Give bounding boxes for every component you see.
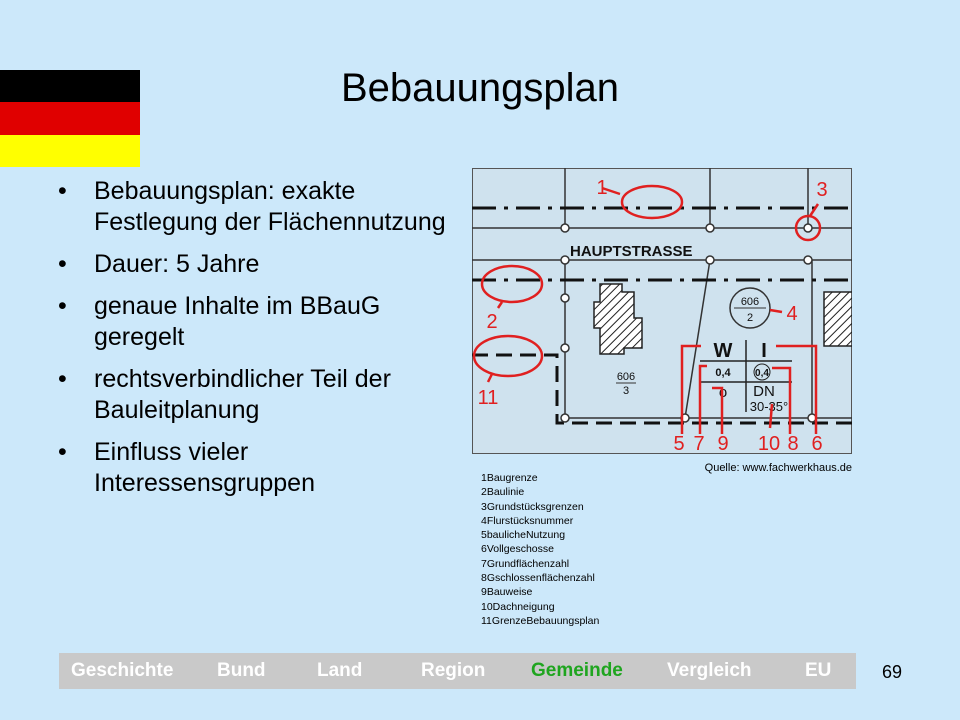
page-title: Bebauungsplan <box>340 66 620 110</box>
legend-item: 6Vollgeschosse <box>481 543 554 556</box>
page-number: 69 <box>881 662 903 682</box>
bullet-item: • genaue Inhalte im BBauG geregelt <box>58 291 458 353</box>
callout-label: 10 <box>757 433 781 454</box>
nav-bund[interactable]: Bund <box>217 660 266 681</box>
legend-item: 8Gschlossenflächenzahl <box>481 572 595 585</box>
legend-item: 3Grundstücksgrenzen <box>481 500 584 513</box>
callout-label: 6 <box>811 433 823 454</box>
bullet-item: • Bebauungsplan: exakte Festlegung der Flächennutzung <box>58 176 458 238</box>
callout-label: 5 <box>673 433 685 454</box>
bullet-item: • Dauer: 5 Jahre <box>58 249 458 280</box>
parcel-number-bottom: 3 <box>622 385 630 397</box>
callout-label: 3 <box>816 179 828 201</box>
legend-item: 9Bauweise <box>481 586 533 599</box>
callout-label: 11 <box>477 387 499 409</box>
section-navbar <box>59 653 856 689</box>
parcel-number-top: 606 <box>616 371 636 383</box>
callout-label: 8 <box>787 433 799 454</box>
legend-item: 11GrenzeBebauungsplan <box>481 614 600 627</box>
parcel-number-top: 606 <box>740 296 760 308</box>
street-label: HAUPTSTRASSE <box>570 243 693 260</box>
callout-label: 2 <box>486 311 498 333</box>
flag-stripe-gold <box>0 135 140 167</box>
callout-label: 4 <box>786 303 798 325</box>
table-angle: 30-35° <box>749 399 789 414</box>
building-hatched <box>824 292 852 346</box>
table-o: o <box>718 384 728 401</box>
nav-eu[interactable]: EU <box>805 660 832 681</box>
callout-label: 9 <box>717 433 729 454</box>
callout-label: 7 <box>693 433 705 454</box>
table-w: W <box>713 340 733 362</box>
bullet-item: • Einfluss vieler Interessensgruppen <box>58 437 458 499</box>
nav-vergleich[interactable]: Vergleich <box>667 660 752 681</box>
bebauungsplan-diagram <box>472 168 852 454</box>
legend-list <box>481 471 599 628</box>
table-gfz: 0,4 <box>755 368 769 379</box>
nav-land[interactable]: Land <box>317 660 363 681</box>
nav-geschichte[interactable]: Geschichte <box>71 660 174 681</box>
legend-item: 10Dachneigung <box>481 600 555 613</box>
table-i: I <box>761 340 767 362</box>
source-credit: Quelle: www.fachwerkhaus.de <box>704 462 852 474</box>
legend-item: 1Baugrenze <box>481 472 538 484</box>
legend-item: 2Baulinie <box>481 486 525 499</box>
nav-gemeinde[interactable]: Gemeinde <box>531 660 623 681</box>
bullet-list <box>58 176 458 510</box>
table-dn: DN <box>753 383 775 400</box>
legend-item: 7Grundflächenzahl <box>481 557 570 570</box>
parcel-number-bottom: 2 <box>746 312 754 324</box>
nav-region[interactable]: Region <box>421 660 486 681</box>
callout-label: 1 <box>596 177 608 199</box>
legend-item: 5baulicheNutzung <box>481 529 566 542</box>
bullet-item: • rechtsverbindlicher Teil der Bauleitplanung <box>58 364 458 426</box>
legend-item: 4Flurstücksnummer <box>481 514 574 527</box>
table-grz: 0,4 <box>715 367 731 379</box>
